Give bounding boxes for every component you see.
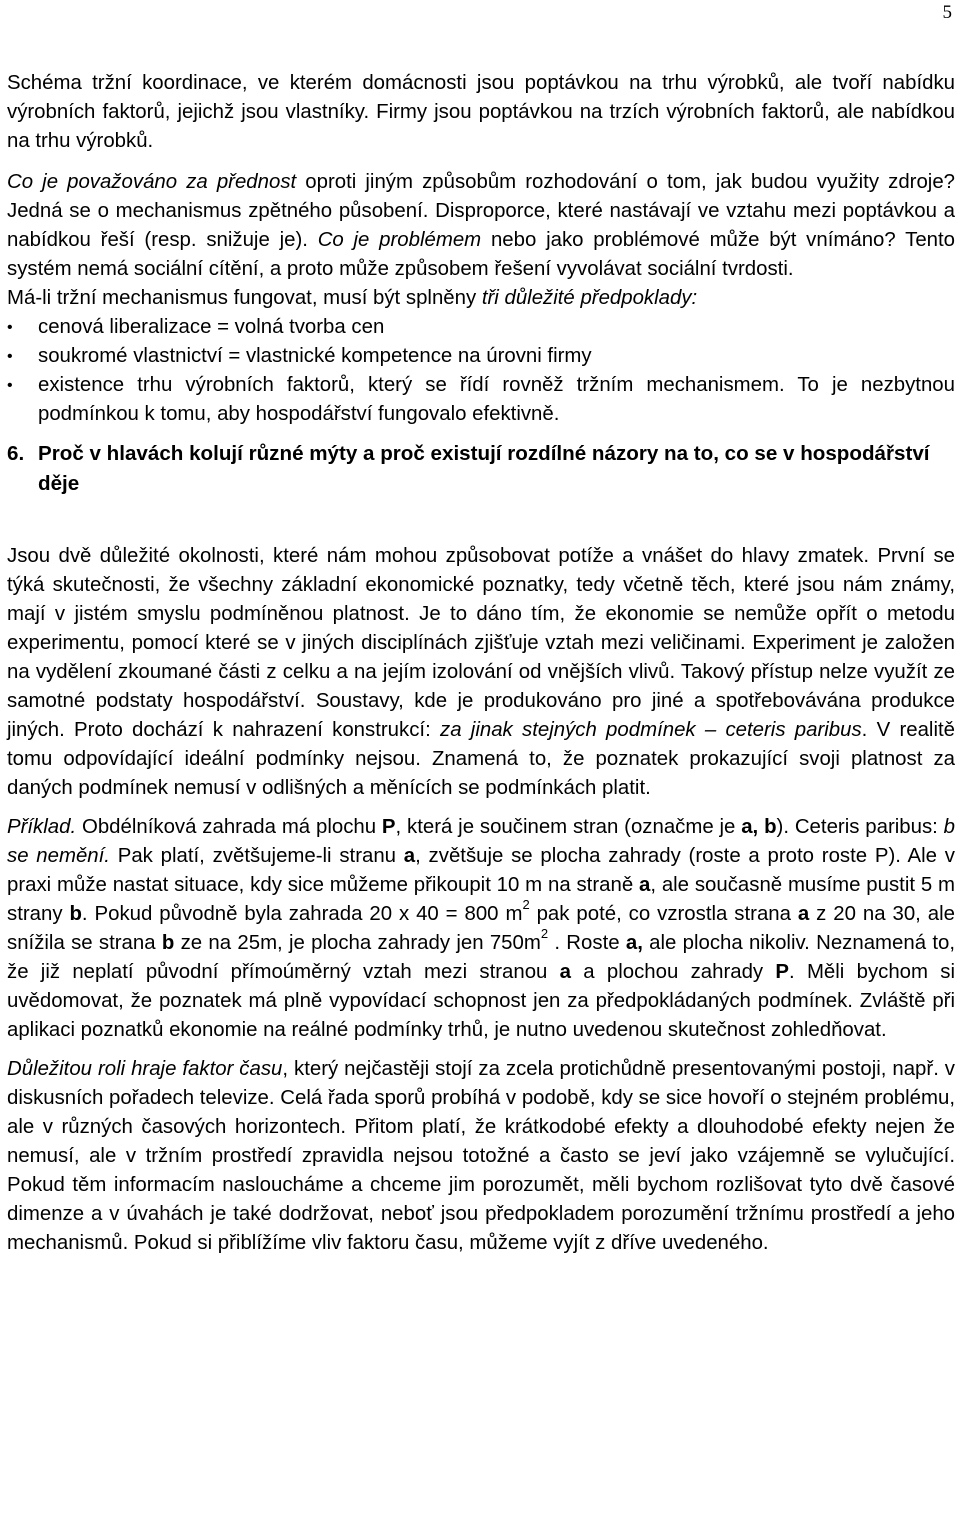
italic-question-problem: Co je problémem xyxy=(317,229,482,251)
bullet-icon: • xyxy=(7,377,13,394)
italic-question-advantage: Co je považováno za přednost xyxy=(7,171,297,193)
paragraph-time-factor: Důležitou roli hraje faktor času, který nejčastěji stojí za zcela protichůdně presentovanými postoji, např. v diskusních pořadech televize. Celá řada sporů probíhá v podobě, kdy se sice hovoří o stejném problému, ale v různých časových horizontech. Přitom platí, že krátkodobé efekty a dlouhodobé efekty nejen že nemusí, ale v tržním prostředí zpravidla nejsou totožné a často se jeví jako vzájemně se vylučující. Pokud těm informacím nasloucháme a chceme jim porozumět, měli bychom rozlišovat tyto dvě časové dimenze a v úvahách je také dodržovat, neboť jsou předpokladem porozumění tržnímu prostředí a jeho mechanismů. Pokud si přiblížíme vliv faktoru času, můžeme vyjít z dříve uvedeného. xyxy=(7,1058,955,1254)
list-item: • cenová liberalizace = volná tvorba cen xyxy=(7,313,955,342)
italic-ceteris-paribus: za jinak stejných podmínek – ceteris paribus xyxy=(440,719,862,741)
example-label: Příklad. xyxy=(7,816,77,838)
paragraph-prerequisites: Má-li tržní mechanismus fungovat, musí být splněny tři důležité předpoklady: xyxy=(7,287,698,309)
section-heading xyxy=(7,439,955,499)
paragraph-advantages-problems: Co je považováno za přednost oproti jiným způsobům rozhodování o tom, jak budou využity zdroje? Jedná se o mechanismus zpětného působení. Disproporce, které nastávají ve vztahu mezi poptávkou a nabídkou řeší (resp. snižuje je). Co je problémem nebo jako problémové může být vnímáno? Tento systém nemá sociální cítění, a proto může způsobem řešení vyvolávat sociální tvrdosti. xyxy=(7,171,956,280)
paragraph-ceteris-paribus: Jsou dvě důležité okolnosti, které nám mohou způsobovat potíže a vnášet do hlavy zmatek. První se týká skutečnosti, že všechny základní ekonomické poznatky, tedy včetně těch, které jsou nám známy, mají v jistém smyslu podmíněnou platnost. Je to dáno tím, že ekonomie se nemůže opřít o metodu experimentu, pomocí které se v jiných disciplínách zjišťuje vztah mezi veličinami. Experiment je založen na vydělení zkoumané části z celku a na jejím izolování od vnějších vlivů. Takový přístup nelze využít ze samotné podstaty hospodářství. Soustavy, kde je produkováno pro jiné a spotřebovávána produkce jiných. Proto dochází k nahrazení konstrukcí: za jinak stejných podmínek – ceteris paribus. V realitě tomu odpovídající ideální podmínky nejsou. Znamená to, že poznatek prokazující svoji platnost za daných podmínek nemusí v odlišných a měnících se podmínkách platit. xyxy=(7,545,955,799)
list-item: • existence trhu výrobních faktorů, který se řídí rovněž tržním mechanismem. To je nezbytnou podmínkou k tomu, aby hospodářství fungovalo efektivně. xyxy=(7,371,955,429)
bullet-icon: • xyxy=(7,348,13,365)
document-body xyxy=(7,69,955,1258)
paragraph-example: Příklad. Obdélníková zahrada má plochu P, která je součinem stran (označme je a, b). Ceteris paribus: b se nemění. Pak platí, zvětšujeme-li stranu a, zvětšuje se plocha zahrady (roste a proto roste P). Ale v praxi může nastat situace, kdy sice můžeme přikoupit 10 m na straně a, ale současně musíme pustit 5 m strany b. Pokud původně byla zahrada 20 x 40 = 800 $m^2$ pak poté, co vzrostla strana a z 20 na 30, ale snížila se strana b ze na 25m, je plocha zahrady jen $750m^2$ . Roste a, ale plocha nikoliv. Neznamená to, že již neplatí původní přímoúměrný vztah mezi stranou a a plochou zahrady P. Měli bychom si uvědomovat, že poznatek má plně vypovídací schopnost jen za předpokládaných podmínek. Zvláště při aplikaci poznatků ekonomie na reálné podmínky trhů, je nutno uvedenou skutečnost zohledňovat. xyxy=(7,816,956,1041)
page-number: 5 xyxy=(942,2,952,23)
italic-time-factor: Důležitou roli hraje faktor času xyxy=(7,1058,283,1080)
paragraph-market-coordination: Schéma tržní koordinace, ve kterém domácnosti jsou poptávkou na trhu výrobků, ale tvoří nabídku výrobních faktorů, jejichž jsou vlastníky. Firmy jsou poptávkou na trzích výrobních faktorů, ale nabídkou na trhu výrobků. xyxy=(7,72,955,152)
section-number: 6. xyxy=(7,442,25,465)
list-item: • soukromé vlastnictví = vlastnické kompetence na úrovni firmy xyxy=(7,342,955,371)
italic-prerequisites: tři důležité předpoklady: xyxy=(481,287,698,309)
section-title: Proč v hlavách kolují různé mýty a proč existují rozdílné názory na to, co se v hospodářství děje xyxy=(38,442,930,495)
prerequisites-list xyxy=(7,313,955,429)
bullet-icon: • xyxy=(7,319,13,336)
